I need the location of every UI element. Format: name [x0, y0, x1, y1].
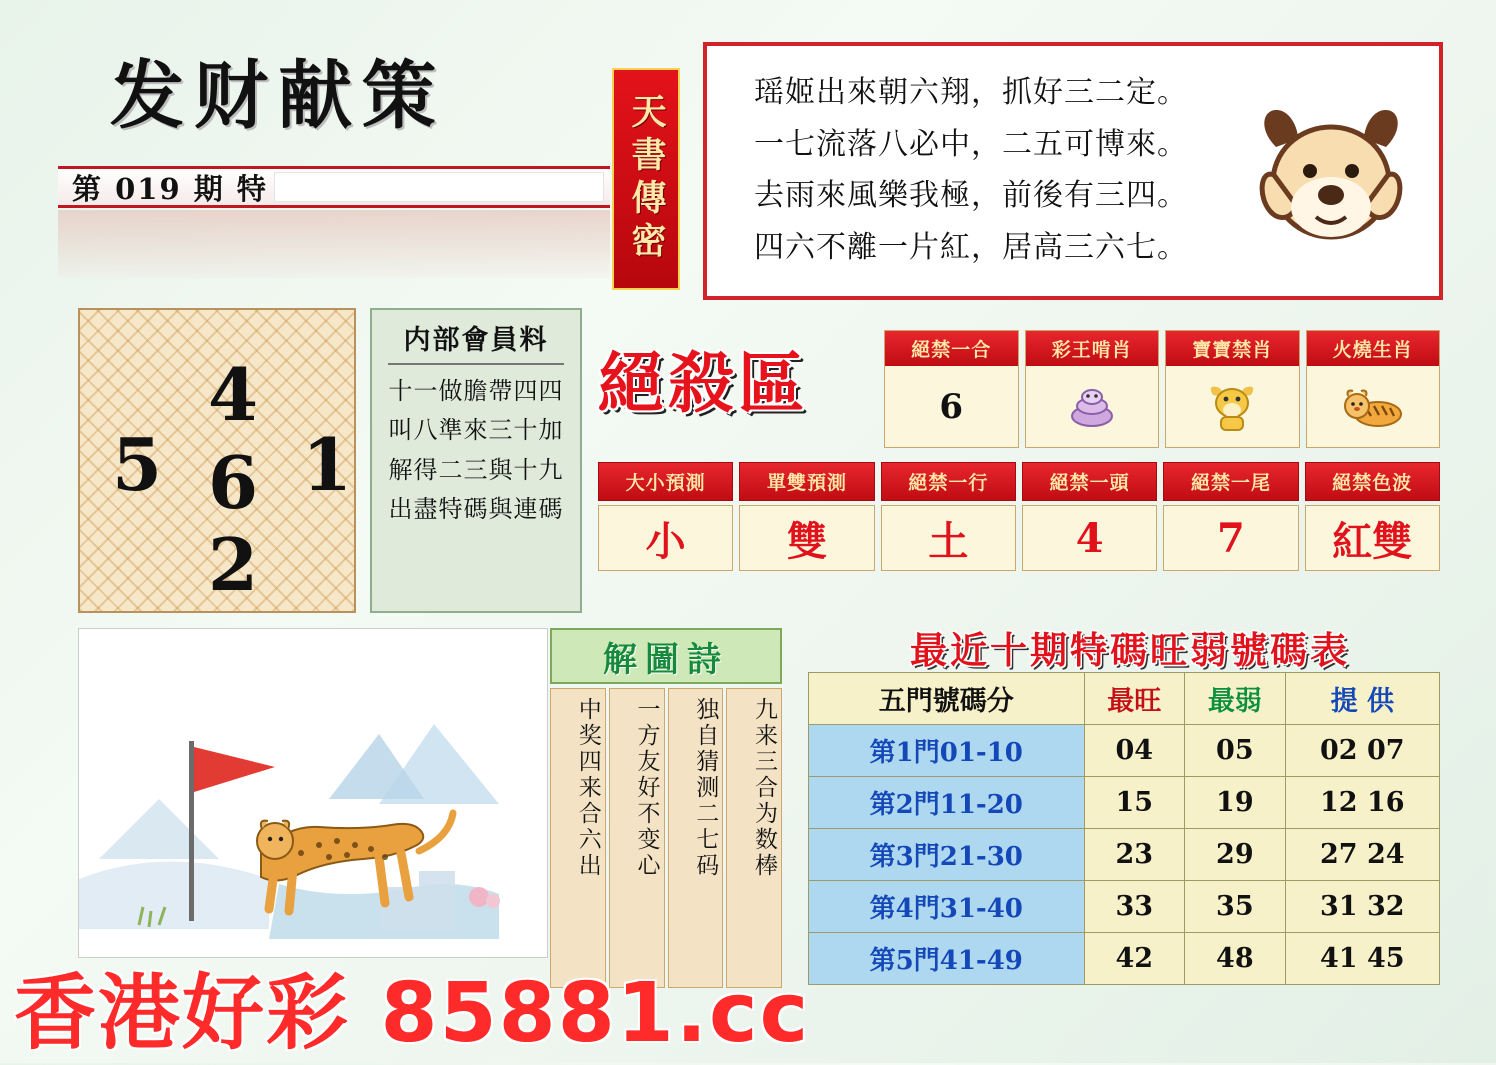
table-row — [809, 829, 1440, 881]
lucky-number: 5 — [112, 422, 163, 507]
kill-card[interactable] — [1165, 330, 1300, 448]
prediction-head: 絕禁一頭 — [1022, 462, 1157, 501]
table-cell-label: 第4門31-40 — [809, 881, 1085, 933]
picture-poem-column: 中奖四来合六出 — [550, 688, 606, 988]
period-bar — [58, 166, 610, 208]
kill-card[interactable] — [1025, 330, 1160, 448]
poem-text — [754, 67, 1214, 273]
table-cell-hot: 33 — [1084, 881, 1185, 933]
dog-mascot-icon — [1246, 87, 1416, 287]
table-cell-supply: 02 07 — [1285, 725, 1439, 777]
leopard-illustration — [79, 629, 548, 958]
table-cell-cold: 35 — [1185, 881, 1286, 933]
kill-card[interactable] — [1306, 330, 1441, 448]
kill-card-value: 6 — [885, 366, 1018, 447]
tiger-icon — [1340, 382, 1406, 432]
prediction-value: 7 — [1163, 505, 1298, 571]
stats-table-title: 最近十期特碼旺弱號碼表 — [910, 628, 1350, 672]
header-fade — [58, 210, 610, 278]
member-line: 出盡特碼與連碼 — [388, 495, 564, 524]
kill-card-value — [1307, 366, 1440, 447]
period-blank-field[interactable] — [274, 172, 604, 202]
table-cell-supply: 27 24 — [1285, 829, 1439, 881]
ox-icon — [1203, 381, 1261, 433]
picture-poem-column: 独自猜测二七码 — [668, 688, 724, 988]
table-cell-label: 第3門21-30 — [809, 829, 1085, 881]
table-cell-cold: 48 — [1185, 933, 1286, 985]
table-cell-label: 第2門11-20 — [809, 777, 1085, 829]
vertical-banner — [612, 68, 680, 290]
table-header-cell: 最弱 — [1185, 673, 1286, 725]
kill-card[interactable] — [884, 330, 1019, 448]
period-label: 第 019 期 特 — [72, 171, 268, 206]
table-cell-hot: 23 — [1084, 829, 1185, 881]
table-cell-cold: 29 — [1185, 829, 1286, 881]
table-cell-supply: 12 16 — [1285, 777, 1439, 829]
table-cell-hot: 42 — [1084, 933, 1185, 985]
table-cell-hot: 04 — [1084, 725, 1185, 777]
table-cell-label: 第5門41-49 — [809, 933, 1085, 985]
table-row — [809, 777, 1440, 829]
table-cell-label: 第1門01-10 — [809, 725, 1085, 777]
lucky-number: 6 — [208, 440, 259, 525]
lucky-number: 2 — [208, 522, 259, 607]
vertical-banner-text: 天書傳密 — [626, 93, 667, 265]
member-info-box — [370, 308, 582, 613]
prediction-head: 大小預測 — [598, 462, 733, 501]
table-cell-supply: 31 32 — [1285, 881, 1439, 933]
picture-poem-box — [550, 628, 782, 988]
illustration-panel — [78, 628, 548, 958]
kill-card-value — [1166, 366, 1299, 447]
kill-card-head: 火燒生肖 — [1307, 331, 1440, 366]
picture-poem-column: 九来三合为数棒 — [726, 688, 782, 988]
prediction-headers — [598, 462, 1440, 501]
snake-icon — [1064, 382, 1120, 432]
stats-table — [808, 672, 1440, 985]
poem-line-1: 瑶姬出來朝六翔，抓好三二定。 — [754, 75, 1188, 110]
prediction-head: 絕禁一行 — [881, 462, 1016, 501]
picture-poem-columns — [550, 688, 782, 988]
kill-zone-title: 絕殺區 — [598, 344, 808, 422]
table-cell-cold: 19 — [1185, 777, 1286, 829]
table-cell-supply: 41 45 — [1285, 933, 1439, 985]
kill-card-value — [1026, 366, 1159, 447]
prediction-row — [598, 462, 1440, 571]
table-row — [809, 725, 1440, 777]
picture-poem-title: 解圖詩 — [550, 628, 782, 684]
prediction-value: 4 — [1022, 505, 1157, 571]
title-block — [58, 53, 618, 243]
kill-card-head: 絕禁一合 — [885, 331, 1018, 366]
prediction-value: 雙 — [739, 505, 874, 571]
lucky-number: 1 — [302, 422, 353, 507]
prediction-value: 土 — [881, 505, 1016, 571]
prediction-head: 單雙預測 — [739, 462, 874, 501]
kill-card-head: 彩王啃肖 — [1026, 331, 1159, 366]
prediction-values — [598, 505, 1440, 571]
member-line: 解得二三與十九 — [388, 455, 564, 484]
table-header-row — [809, 673, 1440, 725]
table-header-cell: 五門號碼分 — [809, 673, 1085, 725]
poem-line-2: 一七流落八必中，二五可博來。 — [754, 126, 1188, 162]
poem-frame — [703, 42, 1443, 300]
lucky-number: 4 — [208, 352, 259, 437]
poem-line-3: 去雨來風樂我極，前後有三四。 — [754, 178, 1188, 214]
prediction-head: 絕禁色波 — [1305, 462, 1440, 501]
watermark: 香港好彩 85881.cc — [14, 966, 811, 1061]
page-title: 发财献策 — [110, 53, 446, 139]
kill-card-head: 寶寶禁肖 — [1166, 331, 1299, 366]
picture-poem-column: 一方友好不变心 — [609, 688, 665, 988]
lucky-numbers-box — [78, 308, 356, 613]
kill-zone-cards — [884, 330, 1440, 448]
member-line: 叫八準來三十加 — [388, 416, 564, 445]
table-header-cell: 提 供 — [1285, 673, 1439, 725]
table-cell-cold: 05 — [1185, 725, 1286, 777]
member-box-title: 内部會員料 — [403, 325, 549, 356]
table-row — [809, 881, 1440, 933]
member-line: 十一做膽帶四四 — [388, 377, 564, 405]
poem-line-4: 四六不離一片紅，居高三六七。 — [754, 229, 1188, 265]
divider — [388, 363, 565, 365]
table-header-cell: 最旺 — [1084, 673, 1185, 725]
prediction-head: 絕禁一尾 — [1163, 462, 1298, 501]
prediction-value: 小 — [598, 505, 733, 571]
prediction-value: 紅雙 — [1305, 505, 1440, 571]
table-cell-hot: 15 — [1084, 777, 1185, 829]
